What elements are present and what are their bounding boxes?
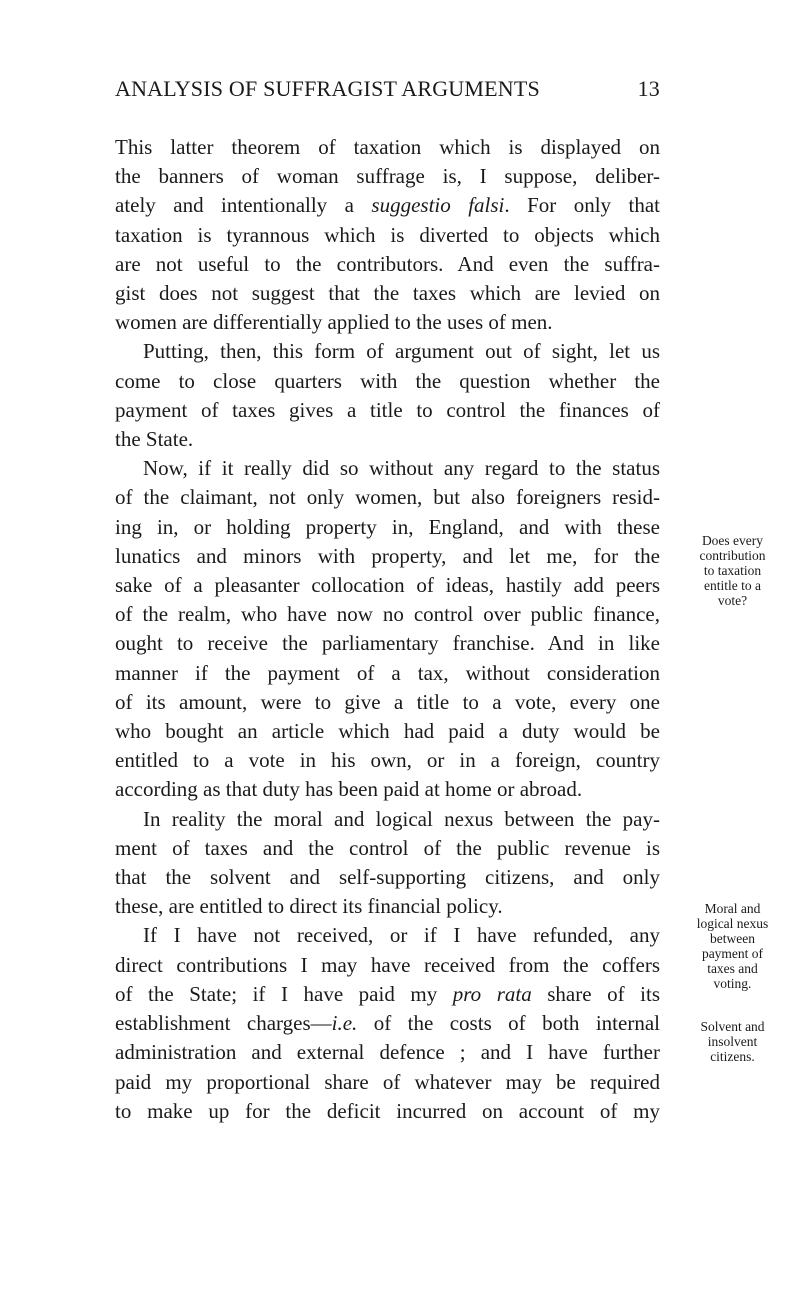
paragraph-2 bbox=[115, 337, 660, 454]
text-line: these, are entitled to direct its financial policy. bbox=[115, 894, 503, 919]
marginal-line: payment of bbox=[701, 946, 764, 961]
marginal-line: entitle to a bbox=[704, 578, 761, 593]
running-header bbox=[115, 76, 660, 102]
text-line: ment of taxes and the control of the public revenue is bbox=[115, 835, 660, 860]
text-segment: share of its bbox=[531, 981, 660, 1006]
text-line: of the claimant, not only women, but also foreigners resid- bbox=[115, 485, 660, 510]
text-line: women are differentially applied to the uses of men. bbox=[115, 310, 553, 335]
text-line: taxation is tyrannous which is diverted to objects which bbox=[115, 222, 660, 247]
text-line: administration and external defence ; and I have further bbox=[115, 1040, 660, 1065]
marginal-line: citizens. bbox=[710, 1049, 755, 1064]
text-line: are not useful to the contributors. And even the suffra- bbox=[115, 251, 660, 276]
text-segment: of the costs of both internal bbox=[357, 1011, 660, 1036]
text-line: according as that duty has been paid at home or abroad. bbox=[115, 777, 583, 802]
marginal-line: between bbox=[710, 931, 755, 946]
marginal-line: voting. bbox=[713, 976, 752, 991]
italic-phrase: i.e. bbox=[331, 1011, 358, 1036]
marginal-note-2 bbox=[670, 901, 795, 991]
text-line: entitled to a vote in his own, or in a foreign, country bbox=[115, 748, 660, 773]
body-text bbox=[115, 133, 660, 1126]
paragraph-4 bbox=[115, 805, 660, 922]
text-segment: of the State; if I have paid my bbox=[115, 981, 453, 1006]
marginal-note-1 bbox=[670, 533, 795, 608]
text-line: manner if the payment of a tax, without consideration bbox=[115, 660, 660, 685]
paragraph-3 bbox=[115, 454, 660, 804]
text-line: Putting, then, this form of argument out of sight, let us bbox=[143, 339, 660, 364]
text-line: come to close quarters with the question whether the bbox=[115, 368, 660, 393]
text-segment: establishment charges— bbox=[115, 1011, 332, 1036]
marginal-line: Does every bbox=[701, 533, 764, 548]
text-line: Now, if it really did so without any regard to the status bbox=[143, 456, 660, 481]
text-line: who bought an article which had paid a duty would be bbox=[115, 719, 660, 744]
text-line: This latter theorem of taxation which is displayed on bbox=[115, 135, 660, 159]
marginal-note-3 bbox=[670, 1019, 795, 1064]
text-line: of its amount, were to give a title to a vote, every one bbox=[115, 689, 660, 714]
paragraph-5 bbox=[115, 921, 660, 1125]
text-line: ought to receive the parliamentary franchise. And in like bbox=[115, 631, 660, 656]
marginal-line: insolvent bbox=[707, 1034, 758, 1049]
text-line: to make up for the deficit incurred on account of my bbox=[115, 1098, 660, 1123]
text-segment: ately and intentionally a bbox=[115, 193, 372, 218]
paragraph-1 bbox=[115, 133, 660, 337]
text-line: the banners of woman suffrage is, I suppose, deliber- bbox=[115, 164, 660, 189]
text-line: lunatics and minors with property, and let me, for the bbox=[115, 543, 660, 568]
text-line bbox=[115, 191, 660, 220]
marginal-line: Solvent and bbox=[700, 1019, 765, 1034]
text-line: If I have not received, or if I have refunded, any bbox=[143, 923, 660, 948]
text-line: of the realm, who have now no control over public finance, bbox=[115, 602, 660, 627]
page-number: 13 bbox=[637, 76, 660, 101]
italic-phrase: pro rata bbox=[452, 981, 532, 1006]
text-line bbox=[115, 980, 660, 1009]
text-line: payment of taxes gives a title to control the finances of bbox=[115, 397, 660, 422]
text-line: gist does not suggest that the taxes which are levied on bbox=[115, 281, 660, 306]
text-line bbox=[115, 1009, 660, 1038]
text-line: ing in, or holding property in, England, and with these bbox=[115, 514, 660, 539]
text-line: that the solvent and self-supporting citizens, and only bbox=[115, 865, 660, 890]
marginal-line: to taxation bbox=[703, 563, 762, 578]
text-line: the State. bbox=[115, 427, 194, 452]
marginal-line: taxes and bbox=[707, 961, 758, 976]
text-line: In reality the moral and logical nexus between the pay- bbox=[143, 806, 660, 831]
text-segment: . For only that bbox=[504, 193, 660, 218]
marginal-line: Moral and bbox=[704, 901, 761, 916]
running-title: ANALYSIS OF SUFFRAGIST ARGUMENTS bbox=[115, 76, 540, 101]
marginal-line: logical nexus bbox=[696, 916, 769, 931]
italic-phrase: suggestio falsi bbox=[371, 193, 505, 218]
marginal-line: vote? bbox=[717, 593, 748, 608]
marginal-line: contribution bbox=[699, 548, 766, 563]
text-line: paid my proportional share of whatever may be required bbox=[115, 1069, 660, 1094]
text-line: sake of a pleasanter collocation of ideas, hastily add peers bbox=[115, 573, 660, 598]
text-line: direct contributions I may have received from the coffers bbox=[115, 952, 660, 977]
